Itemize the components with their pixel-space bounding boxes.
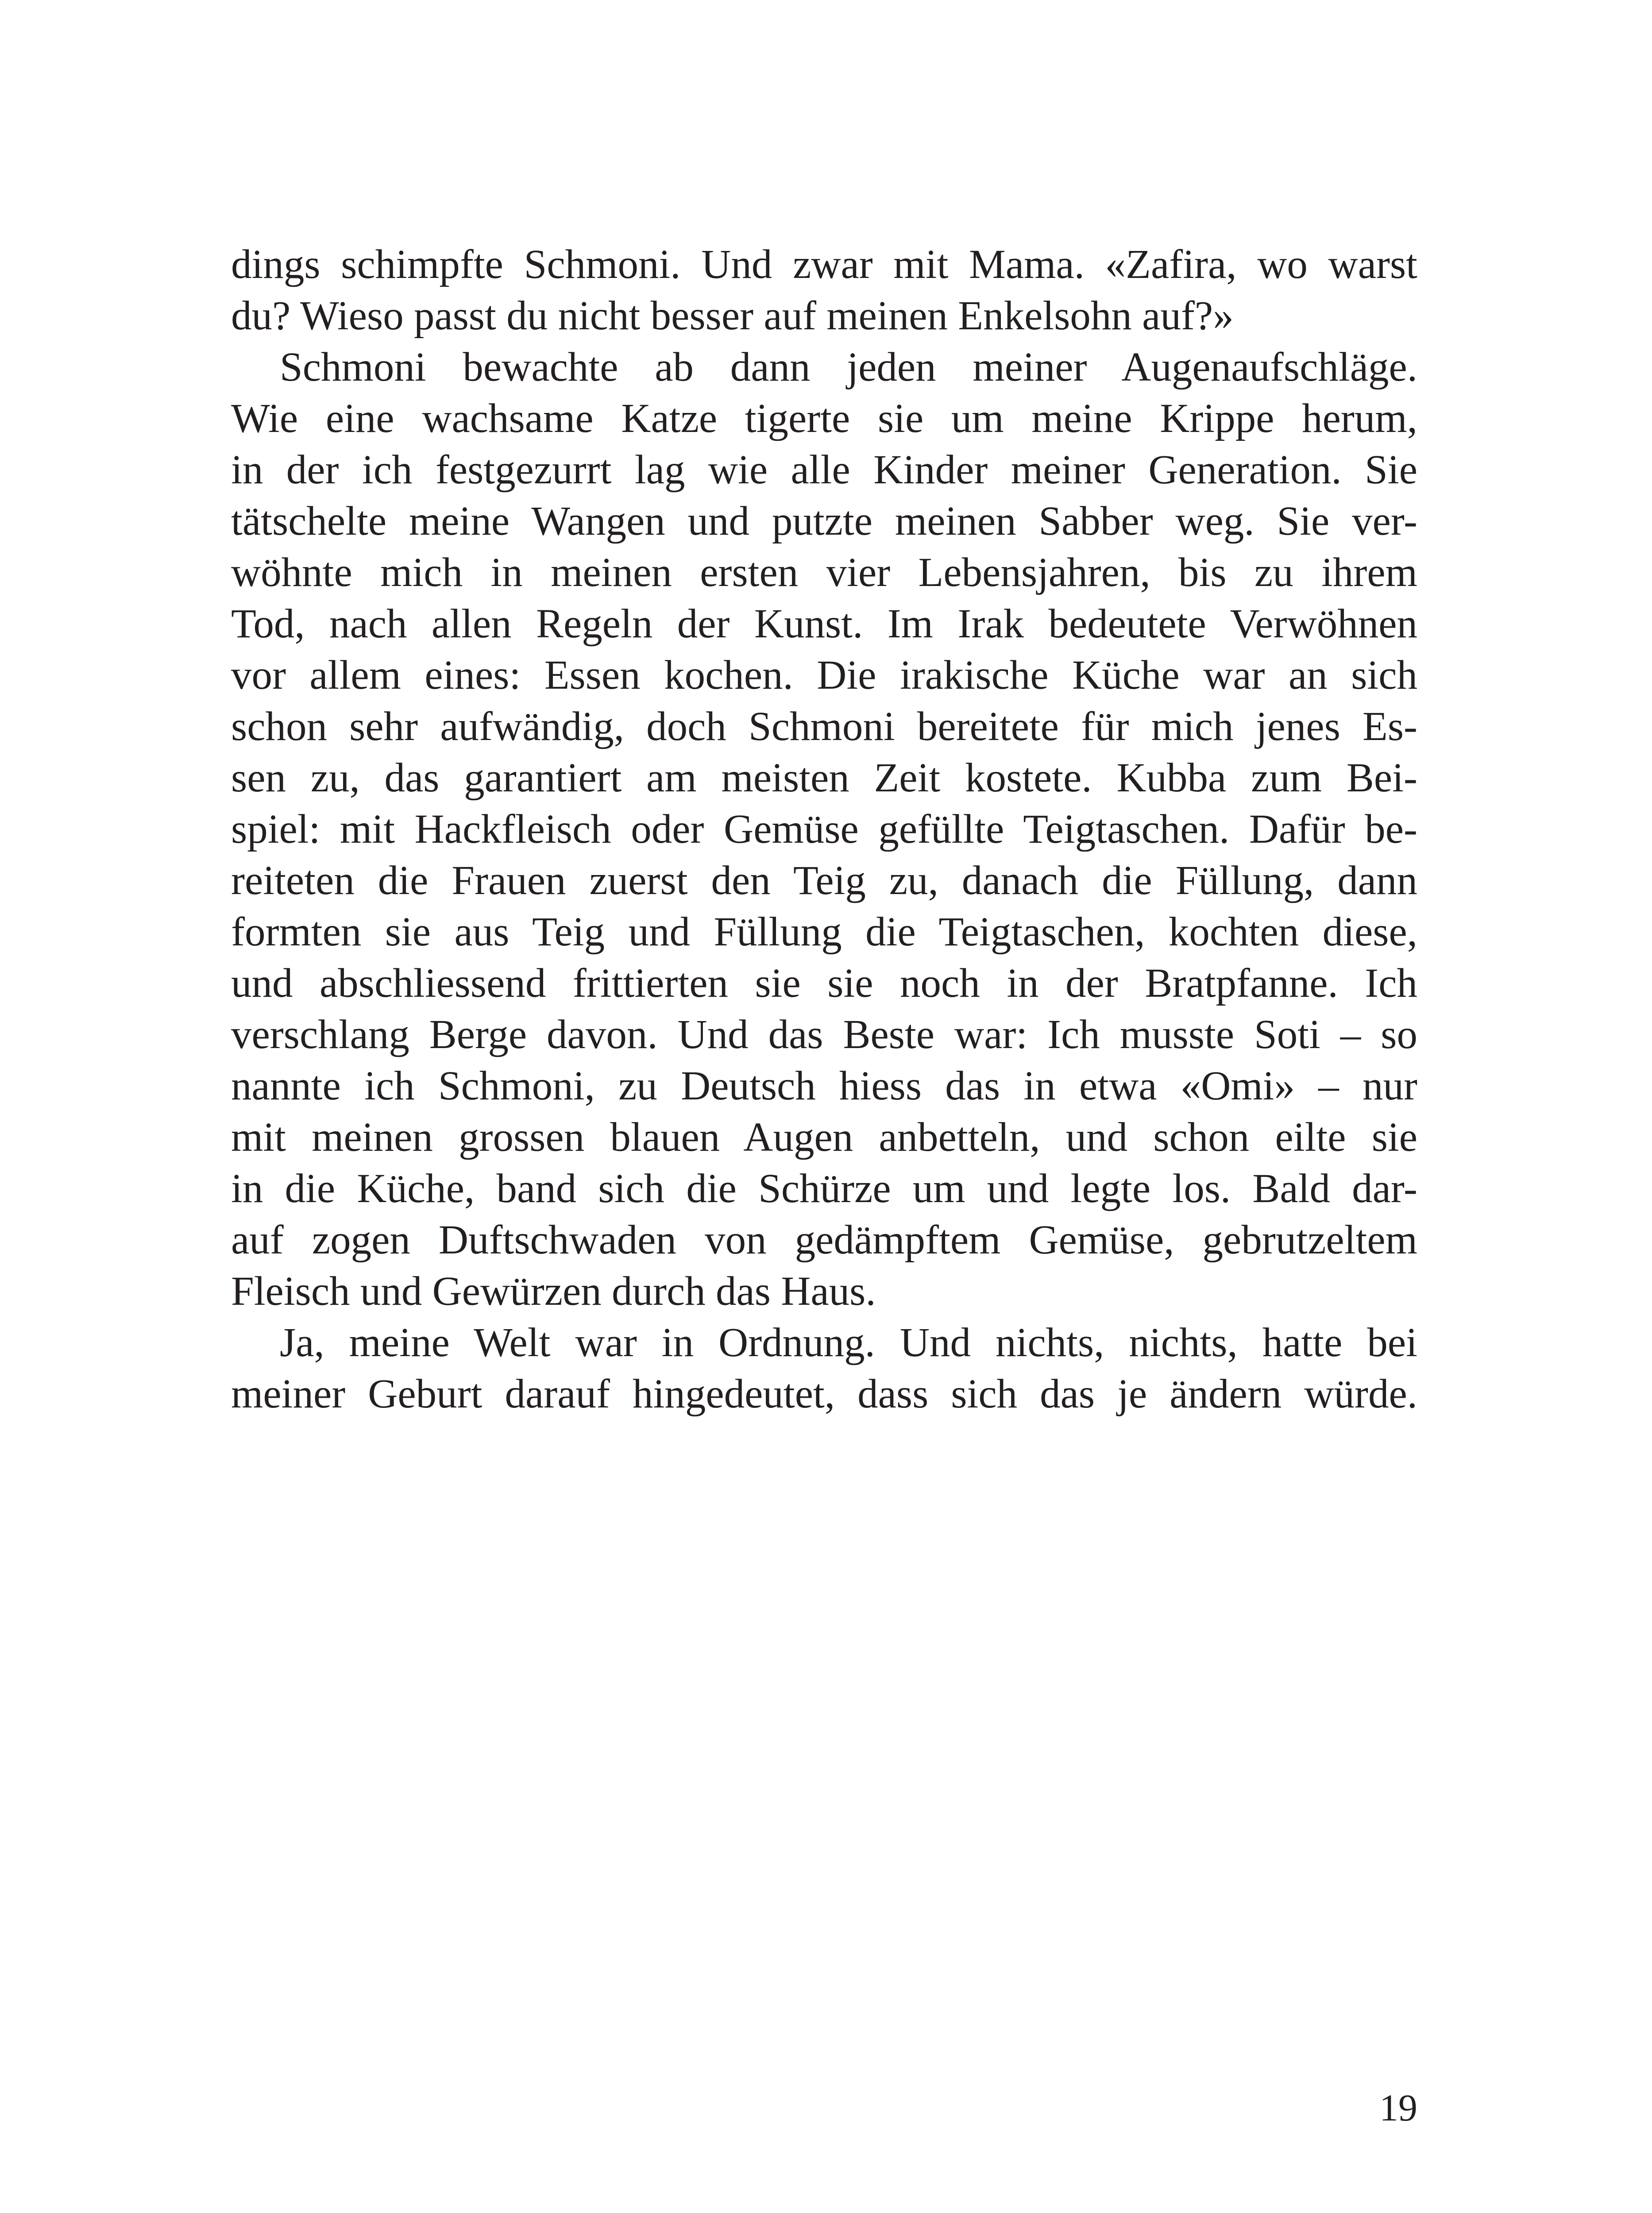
text-line: Ja, meine Welt war in Ordnung. Und nichts, nichts, hatte bei (280, 1320, 1417, 1365)
text-line: formten sie aus Teig und Füllung die Teigtaschen, kochten diese, (231, 909, 1417, 955)
body-text (231, 239, 1417, 1420)
text-line: dings schimpfte Schmoni. Und zwar mit Mama. «Zafira, wo warst (231, 242, 1417, 287)
text-line: Fleisch und Gewürzen durch das Haus. (231, 1268, 876, 1314)
text-line: du? Wieso passt du nicht besser auf meinen Enkelsohn auf?» (231, 293, 1234, 339)
text-line: nannte ich Schmoni, zu Deutsch hiess das in etwa «Omi» – nur (231, 1063, 1417, 1109)
text-line: Wie eine wachsame Katze tigerte sie um meine Krippe herum, (231, 396, 1417, 441)
text-line: Schmoni bewachte ab dann jeden meiner Augenaufschläge. (280, 344, 1417, 390)
text-line: in der ich festgezurrt lag wie alle Kinder meiner Generation. Sie (231, 447, 1417, 493)
text-line: in die Küche, band sich die Schürze um und legte los. Bald dar- (231, 1166, 1417, 1211)
text-line: vor allem eines: Essen kochen. Die irakische Küche war an sich (231, 652, 1417, 698)
text-line: reiteten die Frauen zuerst den Teig zu, danach die Füllung, dann (231, 858, 1417, 903)
text-line: schon sehr aufwändig, doch Schmoni bereitete für mich jenes Es- (231, 704, 1417, 749)
text-line: mit meinen grossen blauen Augen anbetteln, und schon eilte sie (231, 1114, 1417, 1160)
text-line: auf zogen Duftschwaden von gedämpftem Gemüse, gebrutzeltem (231, 1217, 1417, 1263)
text-line: sen zu, das garantiert am meisten Zeit kostete. Kubba zum Bei- (231, 755, 1417, 801)
text-line: spiel: mit Hackfleisch oder Gemüse gefüllte Teigtaschen. Dafür be- (231, 806, 1417, 852)
text-line: meiner Geburt darauf hingedeutet, dass sich das je ändern würde. (231, 1371, 1417, 1417)
text-line: tätschelte meine Wangen und putzte meinen Sabber weg. Sie ver- (231, 498, 1417, 544)
text-line: und abschliessend frittierten sie sie noch in der Bratpfanne. Ich (231, 960, 1417, 1006)
text-line: Tod, nach allen Regeln der Kunst. Im Irak bedeutete Verwöhnen (231, 601, 1417, 647)
text-line: verschlang Berge davon. Und das Beste war: Ich musste Soti – so (231, 1012, 1417, 1057)
text-line: wöhnte mich in meinen ersten vier Lebensjahren, bis zu ihrem (231, 550, 1417, 595)
page-number: 19 (1379, 2086, 1417, 2129)
